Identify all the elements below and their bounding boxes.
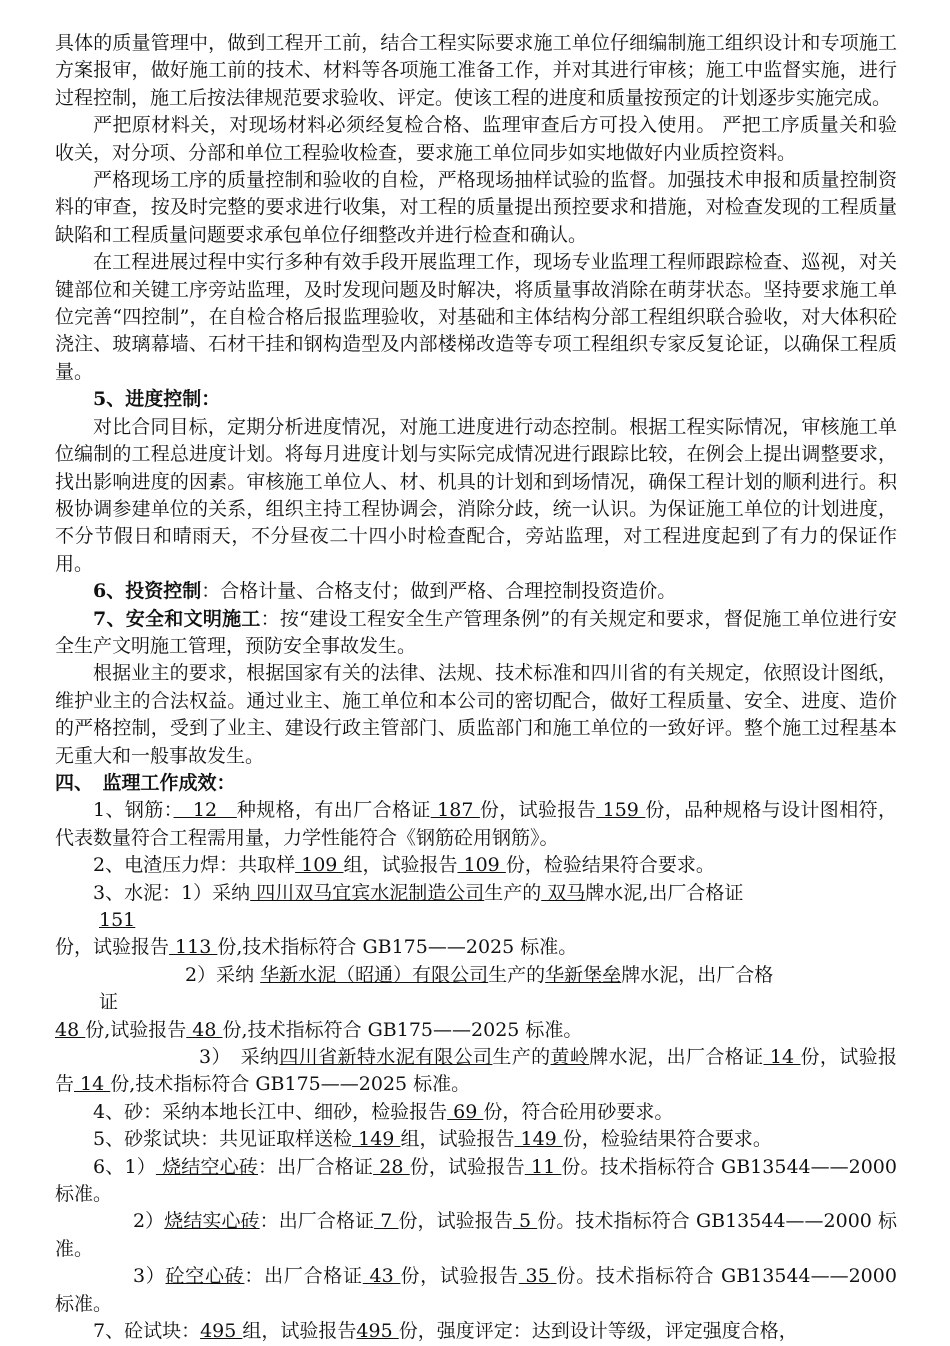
cement3-text-c: 份，试验报告 <box>55 1046 897 1096</box>
brick2-report-count: 5 <box>512 1210 538 1233</box>
heading-safety: 7、安全和文明施工 <box>93 607 261 630</box>
cement1-report-line <box>55 934 897 961</box>
cement3-brand: 黄岭 <box>550 1046 590 1069</box>
brick3-type: 砼空心砖 <box>165 1265 245 1288</box>
item-brick-2 <box>55 1208 897 1263</box>
investment-control-text: ：合格计量、合格支付；做到严格、合理控制投资造价。 <box>201 580 677 603</box>
brick1-text-b: 份，试验报告 <box>409 1155 525 1178</box>
document-page <box>55 30 897 1346</box>
brick3-text-c: 份。技术指标符合 GB13544——2000 标准。 <box>55 1265 897 1315</box>
concrete-group-count: 495 <box>200 1320 243 1343</box>
paragraph-raw-materials: 严把原材料关，对现场材料必须经复检合格、监理审查后方可投入使用。 严把工序质量关和验收关，对分项、分部和单位工程验收检查，要求施工单位同步如实地做好内业质控资料。 <box>55 114 897 164</box>
brick3-certificate-count: 43 <box>362 1265 401 1288</box>
steel-spec-count: 12 <box>173 799 237 822</box>
brick1-certificate-count: 28 <box>373 1155 410 1178</box>
brick1-label: 6、1） <box>93 1155 156 1178</box>
mortar-sample-count: 149 <box>352 1128 401 1151</box>
cement1-brand: 双马 <box>541 881 586 904</box>
brick1-text-c: 份。技术指标符合 GB13544——2000 标准。 <box>55 1155 897 1206</box>
item-welding <box>55 852 897 879</box>
item-concrete <box>55 1318 897 1345</box>
cement2-report-count: 48 <box>186 1018 223 1041</box>
steel-text-c: 份，品种规格与设计图相符，代表数量符合工程需用量，力学性能符合《钢筋砼用钢筋》。 <box>55 799 897 849</box>
concrete-text-b: 份，强度评定：达到设计等级，评定强度合格， <box>398 1320 798 1343</box>
steel-text-a: 种规格，有出厂合格证 <box>236 799 431 822</box>
cement3-text-a: 生产的 <box>492 1046 551 1069</box>
heading-schedule-control: 5、进度控制： <box>93 388 221 411</box>
paragraph-safety <box>55 606 897 661</box>
safety-text: ：按“建设工程安全生产管理条例”的有关规定和要求，督促施工单位进行安全生产文明施工管理，预防安全事故发生。 <box>55 607 897 657</box>
mortar-text-a: 组，试验报告 <box>400 1128 515 1151</box>
steel-label: 1、钢筋： <box>93 799 174 822</box>
brick2-certificate-count: 7 <box>374 1210 399 1233</box>
cement2-manufacturer: 华新水泥（昭通）有限公司 <box>260 963 489 986</box>
cement1-manufacturer: 四川双马宜宾水泥制造公司 <box>250 881 485 904</box>
cement2-text-a: 生产的 <box>488 963 546 986</box>
item-cement-1 <box>55 880 897 907</box>
paragraph-quality-management: 具体的质量管理中，做到工程开工前，结合工程实际要求施工单位仔细编制施工组织设计和专项施工方案报审，做好施工前的技术、材料等各项施工准备工作，并对其进行审核；施工中监督实施，进行过程控制，施工后按法律规范要求验收、评定。使该工程的进度和质量按预定的计划逐步实施完成。 <box>55 32 897 109</box>
cement1-certificate-line <box>55 907 897 934</box>
item-cement-3 <box>55 1044 897 1099</box>
cement2-text-b: 牌水泥，出厂合格 <box>621 963 774 986</box>
brick1-text-a: ：出厂合格证 <box>258 1155 374 1178</box>
cement3-manufacturer: 四川省新特水泥有限公司 <box>279 1046 493 1069</box>
paragraph-owner-requirements: 根据业主的要求，根据国家有关的法律、法规、技术标准和四川省的有关规定，依照设计图纸，维护业主的合法权益。通过业主、施工单位和本公司的密切配合，做好工程质量、安全、进度、造价的严格控制，受到了业主、建设行政主管部门、质监部门和施工单位的一致好评。整个施工过程基本无重大和一般事故发生。 <box>55 662 897 767</box>
weld-text-b: 份，检验结果符合要求。 <box>505 854 715 877</box>
brick3-text-a: ：出厂合格证 <box>244 1265 363 1288</box>
heading-investment-control: 6、投资控制 <box>93 580 202 603</box>
item-brick-1 <box>55 1154 897 1209</box>
weld-label: 2、电渣压力焊：共取样 <box>93 854 296 877</box>
cement2-text-c: 份,试验报告 <box>85 1018 187 1041</box>
cement1-report-count: 113 <box>169 936 218 959</box>
heading-section-4: 四、 监理工作成效： <box>55 771 236 794</box>
cement2-cert-char-line <box>55 989 897 1016</box>
cement2-text-b2: 证 <box>99 991 119 1014</box>
cement3-text-b: 牌水泥，出厂合格证 <box>589 1046 764 1069</box>
brick2-text-b: 份，试验报告 <box>398 1210 513 1233</box>
weld-text-a: 组，试验报告 <box>343 854 458 877</box>
item-cement-2 <box>55 962 897 989</box>
sand-report-count: 69 <box>447 1100 484 1123</box>
mortar-label: 5、砂浆试块：共见证取样送检 <box>93 1128 353 1151</box>
brick1-report-count: 11 <box>524 1155 562 1178</box>
item-mortar <box>55 1126 897 1153</box>
brick3-label: 3） <box>133 1265 166 1288</box>
item-steel <box>55 797 897 852</box>
item-brick-3 <box>55 1263 897 1318</box>
weld-sample-count: 109 <box>295 854 344 877</box>
cement3-label: 3） 采纳 <box>199 1046 280 1069</box>
brick2-type: 烧结实心砖 <box>164 1210 260 1233</box>
cement1-text-a: 生产的 <box>484 881 542 904</box>
brick1-type: 烧结空心砖 <box>155 1155 258 1178</box>
cement3-report-count: 14 <box>74 1073 111 1096</box>
brick2-text-a: ：出厂合格证 <box>259 1210 375 1233</box>
sand-label: 4、砂：采纳本地长江中、细砂，检验报告 <box>93 1100 448 1123</box>
cement3-text-d: 份,技术指标符合 GB175——2025 标准。 <box>110 1073 471 1096</box>
paragraph-process-control: 严格现场工序的质量控制和验收的自检，严格现场抽样试验的监督。加强技术申报和质量控制资料的审查，按及时完整的要求进行收集，对工程的质量提出预控要求和措施，对检查发现的工程质量缺陷和工程质量问题要求承包单位仔细整改并进行检查和确认。 <box>55 169 897 246</box>
steel-text-b: 份，试验报告 <box>479 799 597 822</box>
weld-report-count: 109 <box>457 854 506 877</box>
paragraph-investment-control <box>55 578 897 605</box>
steel-report-count: 159 <box>596 799 646 822</box>
brick2-label: 2） <box>133 1210 165 1233</box>
cement2-text-d: 份,技术指标符合 GB175——2025 标准。 <box>222 1018 583 1041</box>
cement2-report-line <box>55 1017 897 1044</box>
cement2-brand: 华新堡垒 <box>545 963 622 986</box>
brick3-report-count: 35 <box>518 1265 557 1288</box>
brick3-text-b: 份，试验报告 <box>400 1265 519 1288</box>
item-sand <box>55 1099 897 1126</box>
paragraph-supervision-methods: 在工程进展过程中实行多种有效手段开展监理工作，现场专业监理工程师跟踪检查、巡视，对关键部位和关键工序旁站监理，及时发现问题及时解决，将质量事故消除在萌芽状态。坚持要求施工单位完善“四控制”，在自检合格后报监理验收，对基础和主体结构分部工程组织联合验收，对大体积砼浇注、玻璃幕墙、石材干挂和钢构造型及内部楼梯改造等专项工程组织专家反复论证，以确保工程质量。 <box>55 251 897 383</box>
mortar-text-b: 份，检验结果符合要求。 <box>562 1128 772 1151</box>
concrete-report-count: 495 <box>356 1320 399 1343</box>
cement2-certificate-count: 48 <box>55 1018 86 1041</box>
concrete-text-a: 组，试验报告 <box>242 1320 357 1343</box>
cement2-label: 2）采纳 <box>185 963 261 986</box>
mortar-report-count: 149 <box>514 1128 563 1151</box>
cement1-text-c: 份，试验报告 <box>55 936 170 959</box>
cement1-text-b: 牌水泥,出厂合格证 <box>585 881 744 904</box>
cement1-text-d: 份,技术指标符合 GB175——2025 标准。 <box>217 936 578 959</box>
brick2-text-c: 份。技术指标符合 GB13544——2000 标准。 <box>55 1210 898 1260</box>
sand-text-a: 份，符合砼用砂要求。 <box>483 1100 674 1123</box>
concrete-label: 7、砼试块： <box>93 1320 201 1343</box>
cement3-certificate-count: 14 <box>763 1046 801 1069</box>
cement1-certificate-count: 151 <box>99 909 136 931</box>
steel-certificate-count: 187 <box>430 799 480 822</box>
paragraph-schedule-control: 对比合同目标，定期分析进度情况，对施工进度进行动态控制。根据工程实际情况，审核施工单位编制的工程总进度计划。将每月进度计划与实际完成情况进行跟踪比较，在例会上提出调整要求，找出影响进度的因素。审核施工单位人、材、机具的计划和到场情况，确保工程计划的顺利进行。积极协调参建单位的关系，组织主持工程协调会，消除分歧，统一认识。为保证施工单位的计划进度，不分节假日和晴雨天，不分昼夜二十四小时检查配合，旁站监理，对工程进度起到了有力的保证作用。 <box>55 415 897 575</box>
cement1-label: 3、水泥：1）采纳 <box>93 881 251 904</box>
